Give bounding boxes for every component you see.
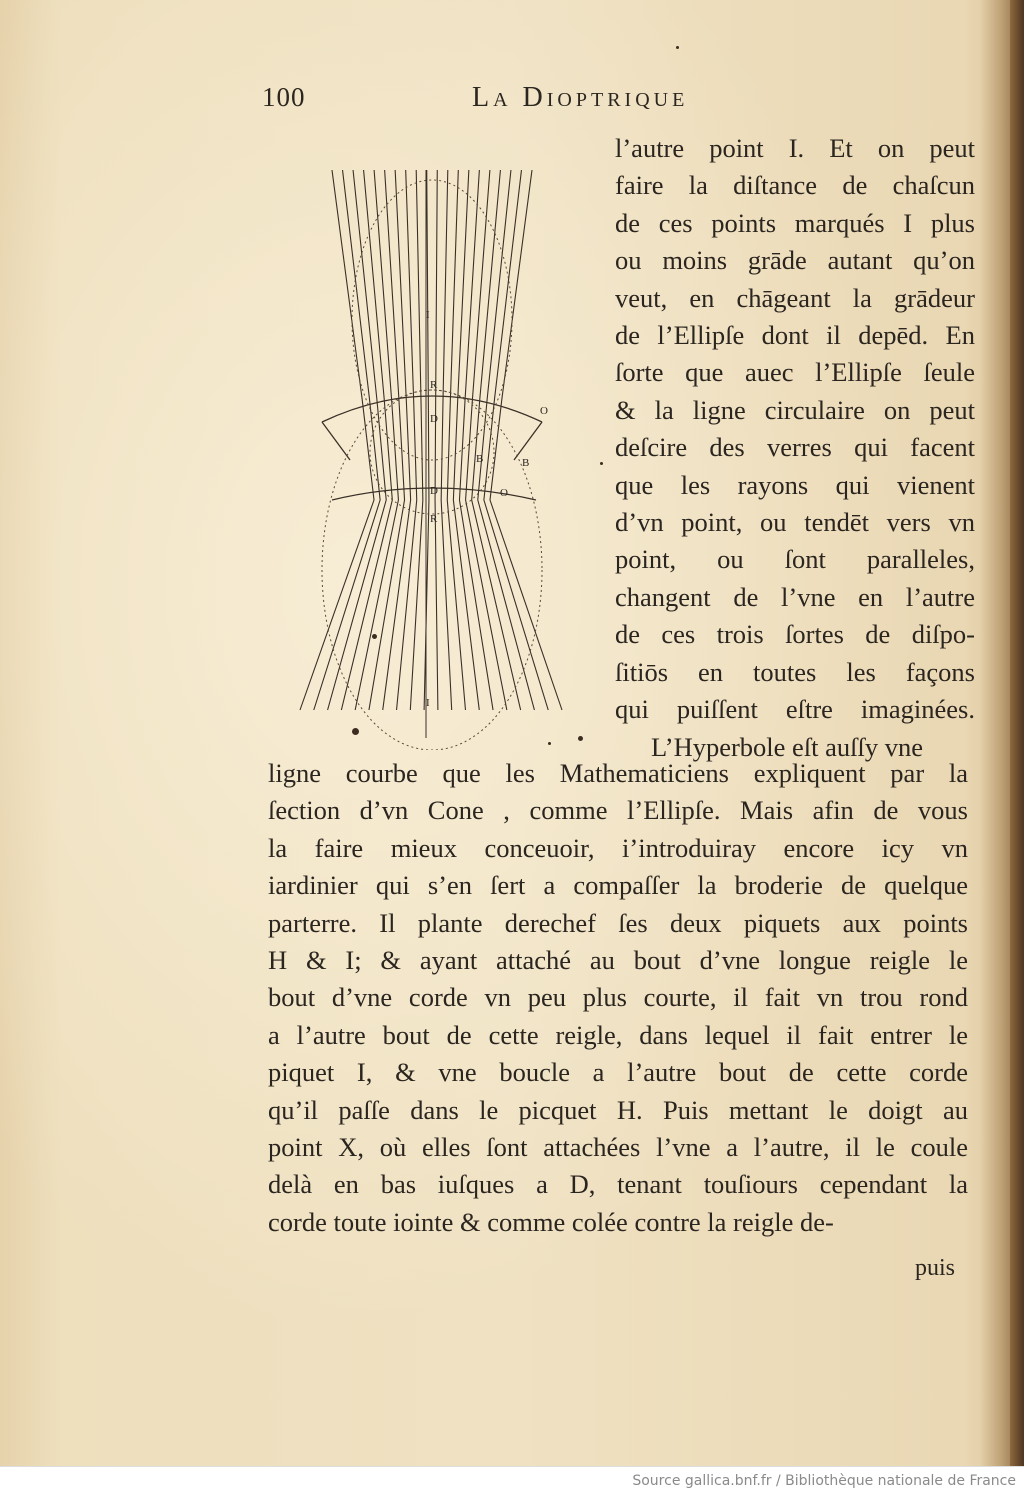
text-line: point X, où elles ſont attachées l’vne a l’autre, il le coule — [268, 1132, 968, 1163]
ray-line — [466, 170, 507, 710]
text-line: & la ligne circulaire on peut — [615, 394, 975, 425]
source-credit: Source gallica.bnf.fr / Bibliothèque nationale de France — [632, 1473, 1016, 1489]
text-line: L’Hyperbole eſt auſſy vne — [651, 731, 924, 762]
text-line: d’vn point, ou tendēt vers vn — [615, 507, 975, 538]
text-line: faire la diſtance de chaſcun — [615, 170, 975, 201]
figure-label: R — [430, 513, 438, 525]
ink-speck — [352, 728, 359, 735]
text-line: que les rayons qui vienent — [615, 469, 975, 500]
ink-speck — [578, 736, 583, 741]
text-line: de l’Ellipſe dont il depēd. En — [615, 320, 975, 351]
text-line: ou moins grāde autant qu’on — [615, 245, 975, 276]
text-line: qui puiſſent eſtre imaginées. — [615, 694, 975, 725]
page-number: 100 — [262, 82, 306, 112]
ink-speck — [600, 462, 603, 465]
text-line: ligne courbe que les Mathematiciens expliquent par la — [268, 758, 968, 788]
figure-label: D — [430, 413, 438, 425]
text-line: qu’il paſſe dans le picquet H. Puis mettant le doigt au — [268, 1094, 968, 1125]
ink-speck — [372, 634, 377, 639]
figure-label: O — [540, 405, 548, 417]
text-line: a l’autre bout de cette reigle, dans lequel il fait entrer le — [268, 1019, 968, 1050]
running-title: La Dioptrique — [472, 82, 689, 113]
ray-line — [435, 170, 438, 710]
lens-right-edge — [514, 422, 542, 460]
figure-label: B — [522, 457, 530, 469]
text-line: changent de l’vne en l’autre — [615, 581, 975, 612]
ray-line — [424, 170, 429, 710]
text-line: de ces trois ſortes de diſpo- — [615, 619, 975, 650]
figure-label: O — [500, 487, 508, 499]
lens-left-edge — [322, 422, 350, 460]
ink-speck — [676, 46, 679, 49]
lens-ray-diagram — [292, 170, 592, 750]
ray-line — [328, 170, 387, 710]
ray-line — [441, 170, 452, 710]
ink-speck — [548, 742, 551, 745]
ray-line — [314, 170, 380, 710]
ray-line — [472, 170, 521, 710]
text-line: ſorte que auec l’Ellipſe ſeule — [615, 357, 975, 388]
text-line: ſection d’vn Cone , comme l’Ellipſe. Mais afin de vous — [268, 795, 968, 826]
text-line: piquet I, & vne boucle a l’autre bout de cette corde — [268, 1057, 968, 1088]
text-line: iardinier qui s’en ſert a compaſſer la broderie de quelque — [268, 870, 968, 901]
page-edge — [1010, 0, 1024, 1466]
text-line: l’autre point I. Et on peut — [615, 133, 975, 163]
figure-label: R — [430, 379, 438, 391]
text-line: parterre. Il plante derechef ſes deux piquets aux points — [268, 907, 968, 938]
figure-label: I — [426, 697, 430, 709]
figure-label: B — [476, 453, 484, 465]
text-line: de ces points marqués I plus — [615, 207, 975, 238]
page-header — [262, 82, 802, 126]
ray-line — [383, 170, 411, 710]
ray-line — [490, 170, 562, 710]
text-column-beside-figure — [615, 130, 975, 766]
ray-line — [453, 170, 479, 710]
text-line: H & I; & ayant attaché au bout d’vne longue reigle le — [268, 945, 968, 976]
text-line: ſitiōs en toutes les façons — [615, 656, 975, 687]
text-line: la faire mieux conceuoir, i’introduiray encore icy vn — [268, 832, 968, 863]
text-line: bout d’vne corde vn peu plus courte, il fait vn trou rond — [268, 982, 968, 1013]
text-line: point, ou ſont paralleles, — [615, 544, 975, 575]
figure-label: D — [430, 485, 438, 497]
footer-bar — [0, 1466, 1024, 1498]
lower-ellipse — [322, 390, 542, 750]
light-rays — [300, 170, 562, 710]
text-line: veut, en chāgeant la grādeur — [615, 282, 975, 313]
catch-word: puis — [915, 1255, 956, 1281]
text-full-width — [268, 755, 968, 1241]
ray-line — [410, 170, 423, 710]
ray-line — [478, 170, 535, 710]
text-line: deſcire des verres qui facent — [615, 432, 975, 463]
figure-label: I — [426, 309, 430, 321]
text-line: delà en bas iuſques a D, tenant touſiours cependant la — [268, 1169, 968, 1200]
text-line: corde toute iointe & comme colée contre la reigle de- — [268, 1206, 834, 1237]
